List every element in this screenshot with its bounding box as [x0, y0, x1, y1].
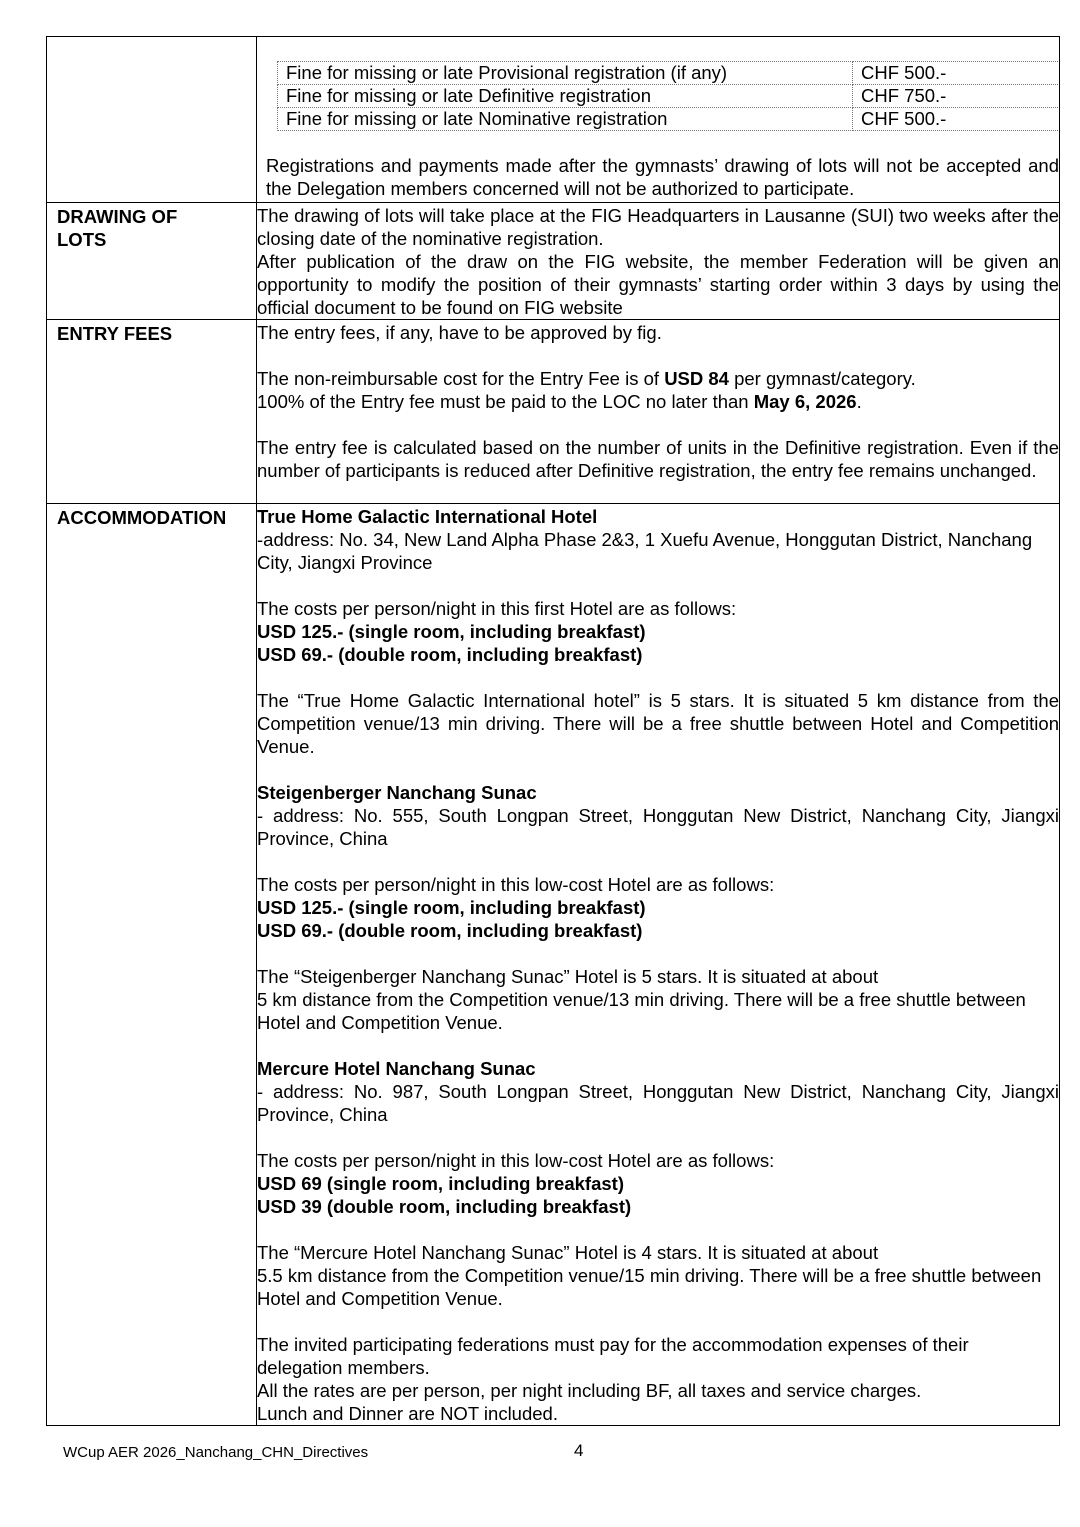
hotel-address: -address: No. 34, New Land Alpha Phase 2&3, 1 Xuefu Avenue, Honggutan District, Nanchang City, Jiangxi Province	[257, 529, 1033, 573]
hotel-double-rate: USD 69.- (double room, including breakfast)	[257, 644, 643, 665]
fine-amount: CHF 500.-	[853, 62, 1060, 85]
fines-row	[47, 37, 1060, 203]
drawing-label-line2: LOTS	[57, 229, 107, 250]
fine-label: Fine for missing or late Definitive registration	[278, 85, 853, 108]
section-label	[47, 203, 256, 251]
footer-document-name: WCup AER 2026_Nanchang_CHN_Directives	[63, 1444, 369, 1461]
hotel-single-rate: USD 69 (single room, including breakfast)	[257, 1173, 624, 1194]
footer-page-number: 4	[574, 1441, 584, 1460]
drawing-label-line1: DRAWING OF	[57, 206, 178, 227]
section-label: ACCOMMODATION	[57, 507, 227, 528]
accommodation-note-meals: Lunch and Dinner are NOT included.	[257, 1403, 558, 1424]
hotel-name: Steigenberger Nanchang Sunac	[257, 782, 537, 803]
fine-row	[278, 62, 1060, 85]
entry-p4: The entry fee is calculated based on the number of units in the Definitive registration. Even if the number of participants is reduced after Definitive registration, the entry fee remains unchanged.	[257, 437, 1059, 481]
fine-label: Fine for missing or late Provisional registration (if any)	[278, 62, 853, 85]
hotel-address: - address: No. 555, South Longpan Street, Honggutan New District, Nanchang City, Jiangxi Province, China	[257, 805, 1059, 849]
fines-label-cell	[47, 37, 257, 203]
entry-fees-body	[257, 320, 1060, 504]
accommodation-body	[257, 504, 1060, 1426]
hotel-description-line1: The “Steigenberger Nanchang Sunac” Hotel is 5 stars. It is situated at about	[257, 966, 879, 987]
accommodation-label-cell	[47, 504, 257, 1426]
accommodation-note-rates: All the rates are per person, per night including BF, all taxes and service charges.	[257, 1380, 922, 1401]
hotel-name: Mercure Hotel Nanchang Sunac	[257, 1058, 536, 1079]
hotel-costs-intro: The costs per person/night in this low-cost Hotel are as follows:	[257, 874, 775, 895]
hotel-description-line2: 5.5 km distance from the Competition venue/15 min driving. There will be a free shuttle between Hotel and Competition Venue.	[257, 1265, 1042, 1309]
hotel-double-rate: USD 69.- (double room, including breakfast)	[257, 920, 643, 941]
accommodation-note-payment: The invited participating federations must pay for the accommodation expenses of their delegation members.	[257, 1334, 969, 1378]
hotel-description: The “True Home Galactic International hotel” is 5 stars. It is situated 5 km distance from the Competition venue/13 min driving. There will be a free shuttle between Hotel and Competition Venue.	[257, 690, 1059, 757]
entry-p1: The entry fees, if any, have to be approved by fig.	[257, 322, 662, 343]
fines-body-cell	[257, 37, 1060, 203]
hotel-single-rate: USD 125.- (single room, including breakfast)	[257, 621, 646, 642]
section-label: ENTRY FEES	[57, 323, 173, 344]
hotel-address: - address: No. 987, South Longpan Street, Honggutan New District, Nanchang City, Jiangxi Province, China	[257, 1081, 1059, 1125]
hotel-name: True Home Galactic International Hotel	[257, 506, 598, 527]
entry-p2: The non-reimbursable cost for the Entry Fee is of USD 84 per gymnast/category.	[257, 368, 916, 389]
entry-p3: 100% of the Entry fee must be paid to the LOC no later than May 6, 2026.	[257, 391, 862, 412]
drawing-of-lots-body	[257, 203, 1060, 320]
drawing-of-lots-label-cell	[47, 203, 257, 320]
fine-table	[277, 61, 1060, 131]
accommodation-row	[47, 504, 1060, 1426]
registration-note: Registrations and payments made after the gymnasts’ drawing of lots will not be accepted and the Delegation members concerned will not be authorized to participate.	[266, 155, 1059, 199]
fine-amount: CHF 500.-	[853, 108, 1060, 131]
hotel-description-line1: The “Mercure Hotel Nanchang Sunac” Hotel is 4 stars. It is situated at about	[257, 1242, 879, 1263]
hotel-description-line2: 5 km distance from the Competition venue/13 min driving. There will be a free shuttle between Hotel and Competition Venue.	[257, 989, 1026, 1033]
hotel-single-rate: USD 125.- (single room, including breakfast)	[257, 897, 646, 918]
drawing-of-lots-row	[47, 203, 1060, 320]
entry-fees-row	[47, 320, 1060, 504]
drawing-p1: The drawing of lots will take place at the FIG Headquarters in Lausanne (SUI) two weeks after the closing date of the nominative registration.	[257, 205, 1059, 249]
fine-label: Fine for missing or late Nominative registration	[278, 108, 853, 131]
directives-table	[46, 36, 1060, 1426]
fine-row	[278, 108, 1060, 131]
hotel-costs-intro: The costs per person/night in this low-cost Hotel are as follows:	[257, 1150, 775, 1171]
hotel-double-rate: USD 39 (double room, including breakfast)	[257, 1196, 632, 1217]
fine-row	[278, 85, 1060, 108]
entry-fee-deadline: May 6, 2026	[753, 391, 857, 412]
entry-fees-label-cell	[47, 320, 257, 504]
entry-fee-amount: USD 84	[664, 368, 729, 389]
fine-amount: CHF 750.-	[853, 85, 1060, 108]
drawing-p2: After publication of the draw on the FIG website, the member Federation will be given an opportunity to modify the position of their gymnasts’ starting order within 3 days by using the official document to be found on FIG website	[257, 251, 1059, 318]
hotel-costs-intro: The costs per person/night in this first Hotel are as follows:	[257, 598, 737, 619]
